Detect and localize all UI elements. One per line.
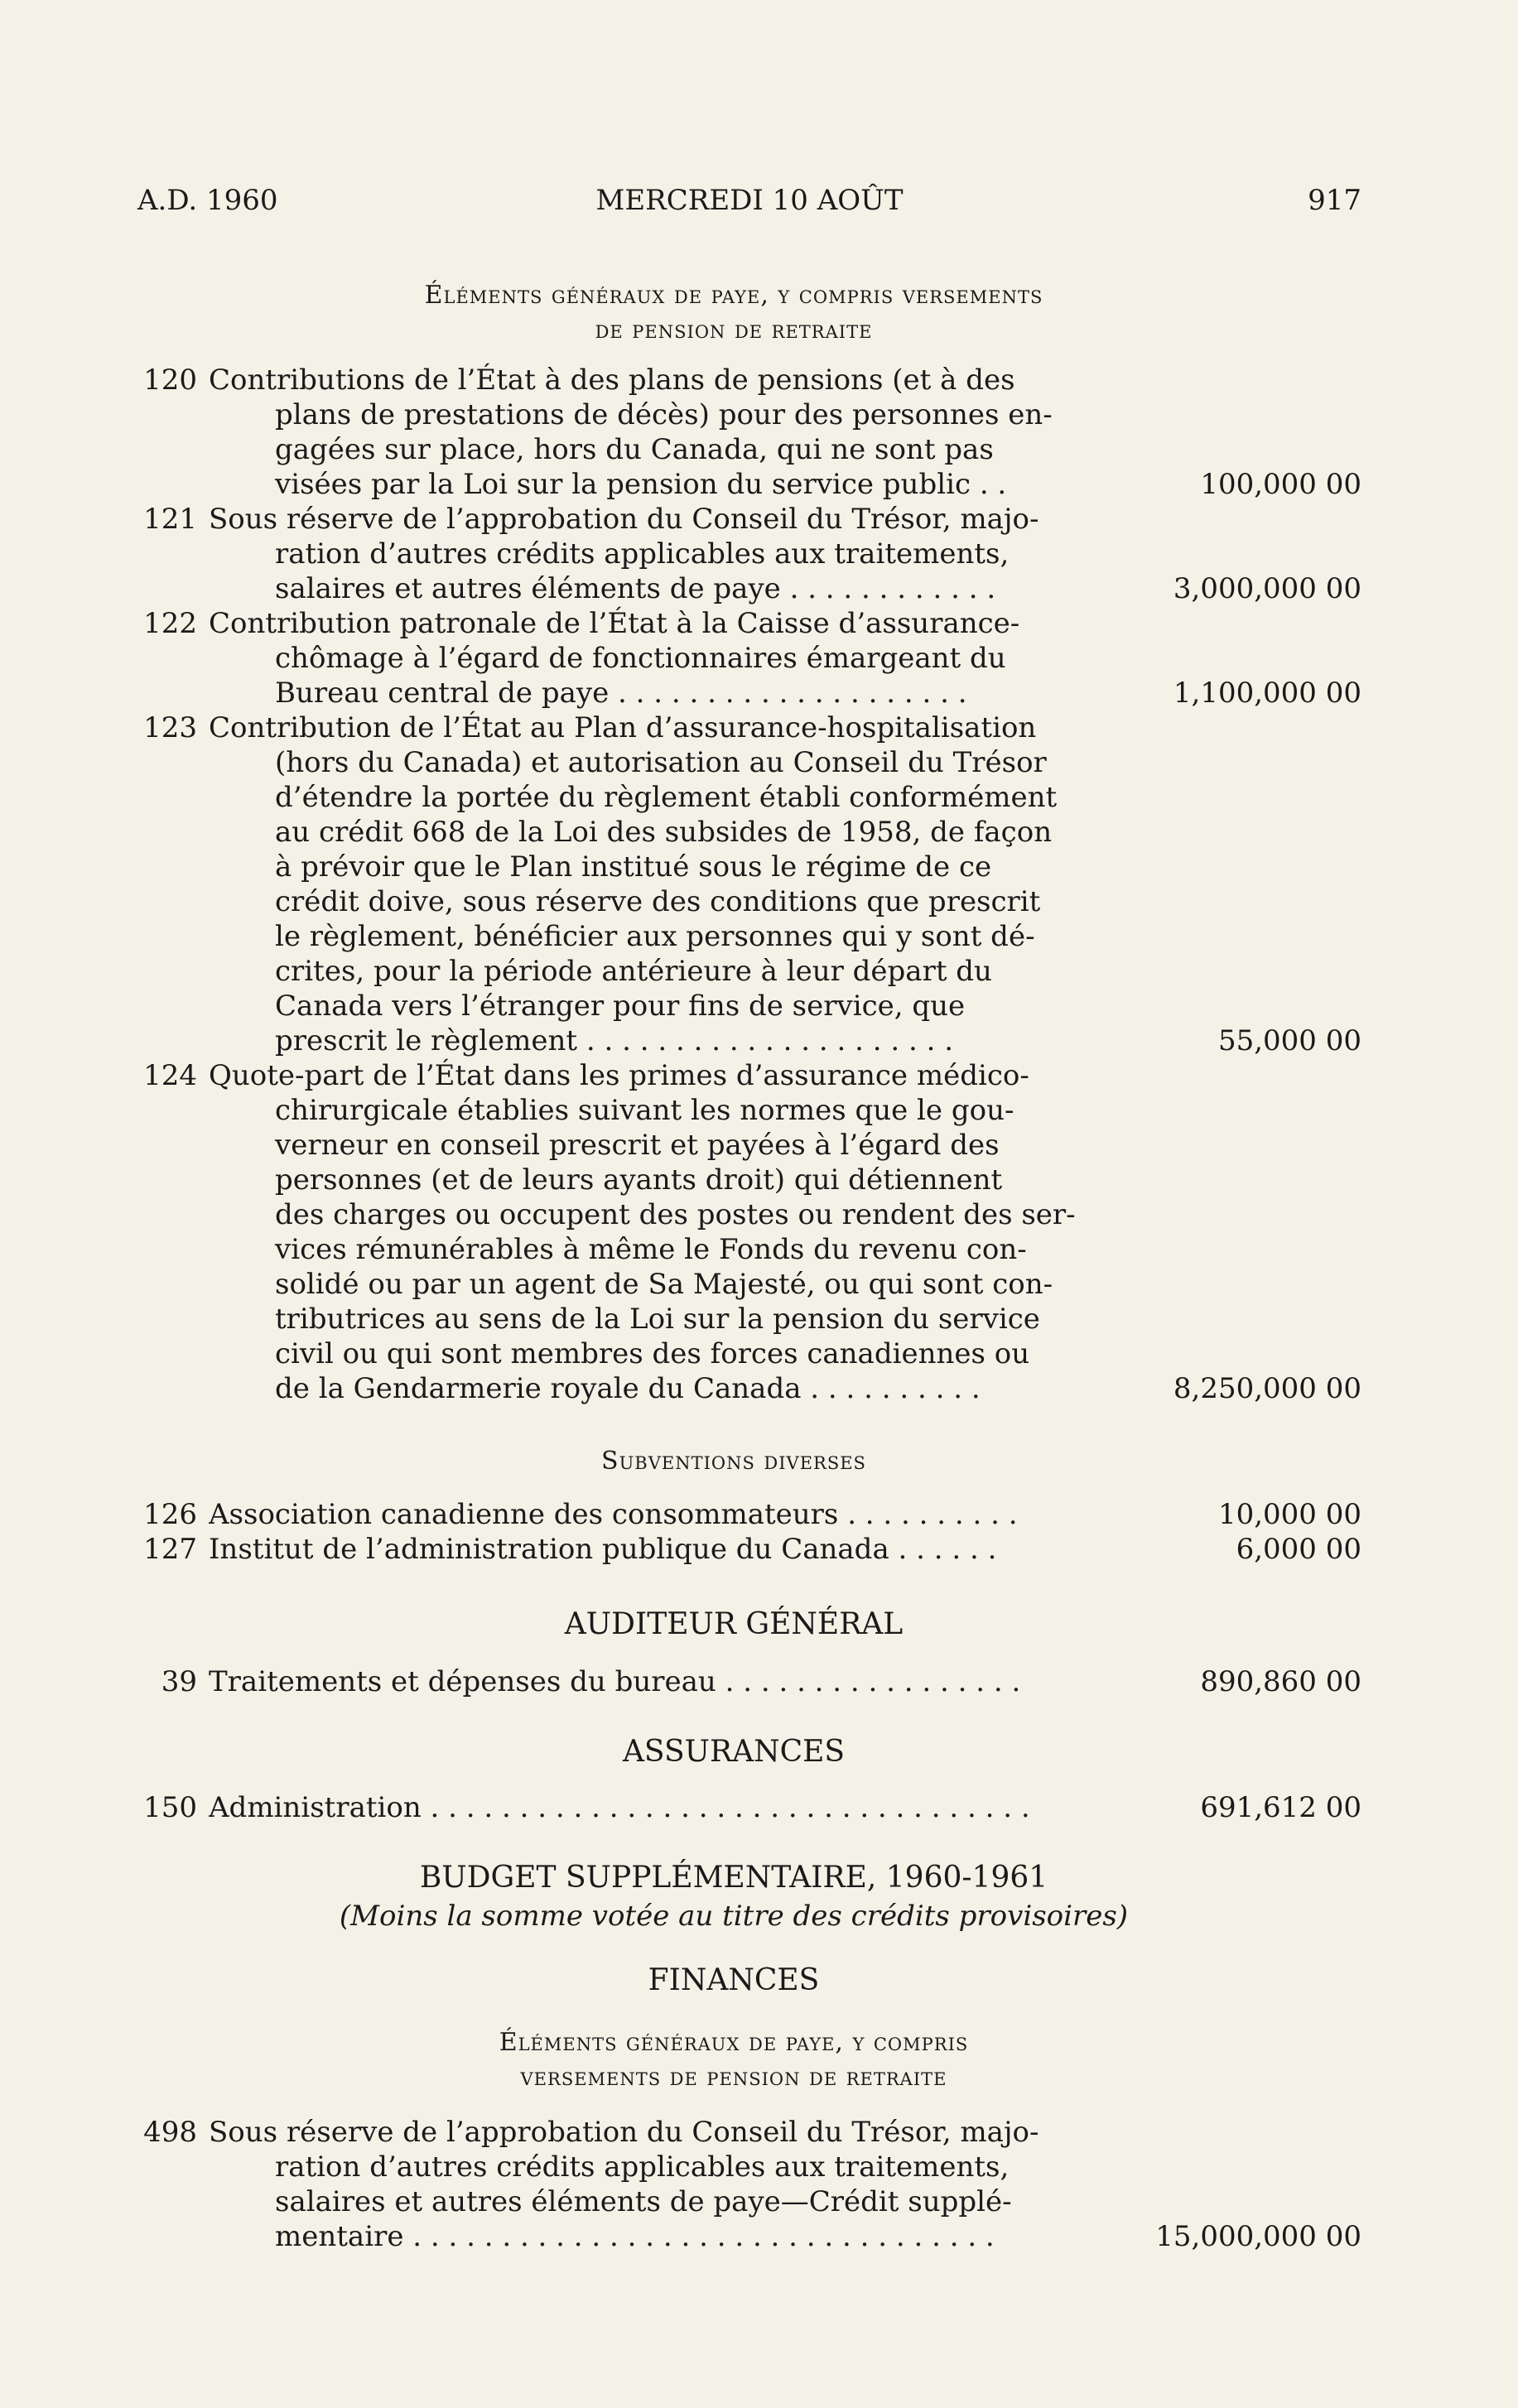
vote-amount: 890,860 00 [1200,1665,1361,1698]
vote-number: 124 [143,1059,197,1092]
vote-description [209,710,1257,1058]
vote-number: 127 [143,1533,197,1566]
vote-number: 39 [161,1665,197,1698]
text-line: vices rémunérables à même le Fonds du revenu con- [275,1233,1027,1266]
vote-description [209,1497,1257,1532]
text-line: Contribution patronale de l’État à la Caisse d’assurance- [209,607,1020,640]
text-line: Contribution de l’État au Plan d’assurance-hospitalisation [209,711,1037,744]
section-heading-line1: Éléments généraux de paye, y compris versements [424,281,1043,310]
text-line: Contributions de l’État à des plans de pensions (et à des [209,364,1015,397]
text-line: crites, pour la période antérieure à leur départ du [275,955,992,988]
page-number: 917 [1308,184,1361,217]
vote-amount: 10,000 00 [1217,1498,1361,1531]
department-title: FINANCES [648,1963,820,1997]
supplementary-title: BUDGET SUPPLÉMENTAIRE, 1960-1961 [419,1861,1048,1895]
text-line: tributrices au sens de la Loi sur la pension du service [275,1303,1040,1336]
text-line: des charges ou occupent des postes ou rendent des ser- [275,1198,1076,1231]
text-line: prescrit le règlement . . . . . . . . . . . . . . . . . . . . . [275,1024,954,1057]
department-title: ASSURANCES [622,1735,846,1769]
vote-description [209,1664,1257,1699]
text-line: à prévoir que le Plan institué sous le régime de ce [275,850,992,884]
text-line: visées par la Loi sur la pension du service public . . [275,468,1007,501]
text-line: Institut de l’administration publique du Canada . . . . . . [209,1533,997,1566]
vote-amount: 1,100,000 00 [1173,677,1361,710]
text-line: ration d’autres crédits applicables aux traitements, [275,537,1010,571]
section-heading: Subventions diverses [601,1447,866,1476]
text-line: le règlement, bénéficier aux personnes qui y sont dé- [275,920,1035,953]
text-line: gagées sur place, hors du Canada, qui ne sont pas [275,433,994,466]
text-line: d’étendre la portée du règlement établi conformément [275,781,1058,814]
vote-description [209,1790,1257,1825]
text-line: personnes (et de leurs ayants droit) qui détiennent [275,1163,1003,1197]
text-line: au crédit 668 de la Loi des subsides de 1958, de façon [275,816,1053,849]
vote-description [209,1532,1257,1567]
text-line: solidé ou par un agent de Sa Majesté, ou qui sont con- [275,1268,1053,1301]
vote-description [209,1058,1257,1406]
text-line: Canada vers l’étranger pour fins de service, que [275,990,966,1023]
text-line: salaires et autres éléments de paye—Crédit supplé- [275,2185,1012,2218]
vote-number: 498 [143,2116,197,2149]
header-date: MERCREDI 10 AOÛT [595,184,904,217]
vote-description [209,502,1257,606]
text-line: Sous réserve de l’approbation du Conseil du Trésor, majo- [209,2116,1039,2149]
vote-number: 123 [143,711,197,744]
running-header [137,184,1361,225]
text-line: ration d’autres crédits applicables aux traitements, [275,2150,1010,2184]
text-line: mentaire . . . . . . . . . . . . . . . . . . . . . . . . . . . . . . . . . [275,2220,995,2253]
text-line: Quote-part de l’État dans les primes d’assurance médico- [209,1059,1029,1092]
text-line: plans de prestations de décès) pour des personnes en- [275,398,1053,431]
text-line: de la Gendarmerie royale du Canada . . . . . . . . . . [275,1372,981,1405]
vote-number: 120 [143,364,197,397]
vote-number: 121 [143,503,197,536]
text-line: Traitements et dépenses du bureau . . . . . . . . . . . . . . . . . [209,1665,1021,1698]
text-line: crédit doive, sous réserve des conditions que prescrit [275,885,1041,918]
vote-amount: 55,000 00 [1217,1024,1361,1057]
vote-amount: 6,000 00 [1236,1533,1361,1566]
text-line: verneur en conseil prescrit et payées à l’égard des [275,1129,1000,1162]
vote-amount: 3,000,000 00 [1173,572,1361,605]
vote-number: 122 [143,607,197,640]
vote-description [209,2115,1257,2254]
vote-number: 150 [143,1791,197,1824]
text-line: Sous réserve de l’approbation du Conseil du Trésor, majo- [209,503,1039,536]
supplementary-subtitle: (Moins la somme votée au titre des crédits provisoires) [339,1900,1129,1933]
department-title: AUDITEUR GÉNÉRAL [564,1607,904,1641]
section-heading-line2: versements de pension de retraite [520,2063,947,2092]
header-year: A.D. 1960 [137,184,278,217]
text-line: chirurgicale établies suivant les normes que le gou- [275,1094,1014,1127]
text-line: civil ou qui sont membres des forces canadiennes ou [275,1337,1030,1370]
section-heading-line2: de pension de retraite [595,315,873,344]
vote-description [209,363,1257,502]
vote-amount: 100,000 00 [1200,468,1361,501]
vote-amount: 15,000,000 00 [1155,2220,1361,2253]
section-heading-line1: Éléments généraux de paye, y compris [499,2028,969,2057]
text-line: (hors du Canada) et autorisation au Conseil du Trésor [275,746,1047,779]
vote-amount: 691,612 00 [1200,1791,1361,1824]
vote-number: 126 [143,1498,197,1531]
text-line: Bureau central de paye . . . . . . . . . . . . . . . . . . . . [275,677,967,710]
text-line: Administration . . . . . . . . . . . . . . . . . . . . . . . . . . . . . . . . . . [209,1791,1030,1824]
vote-amount: 8,250,000 00 [1173,1372,1361,1405]
text-line: Association canadienne des consommateurs . . . . . . . . . . [209,1498,1018,1531]
text-line: salaires et autres éléments de paye . . . . . . . . . . . . [275,572,996,605]
text-line: chômage à l’égard de fonctionnaires émargeant du [275,642,1006,675]
vote-description [209,606,1257,710]
